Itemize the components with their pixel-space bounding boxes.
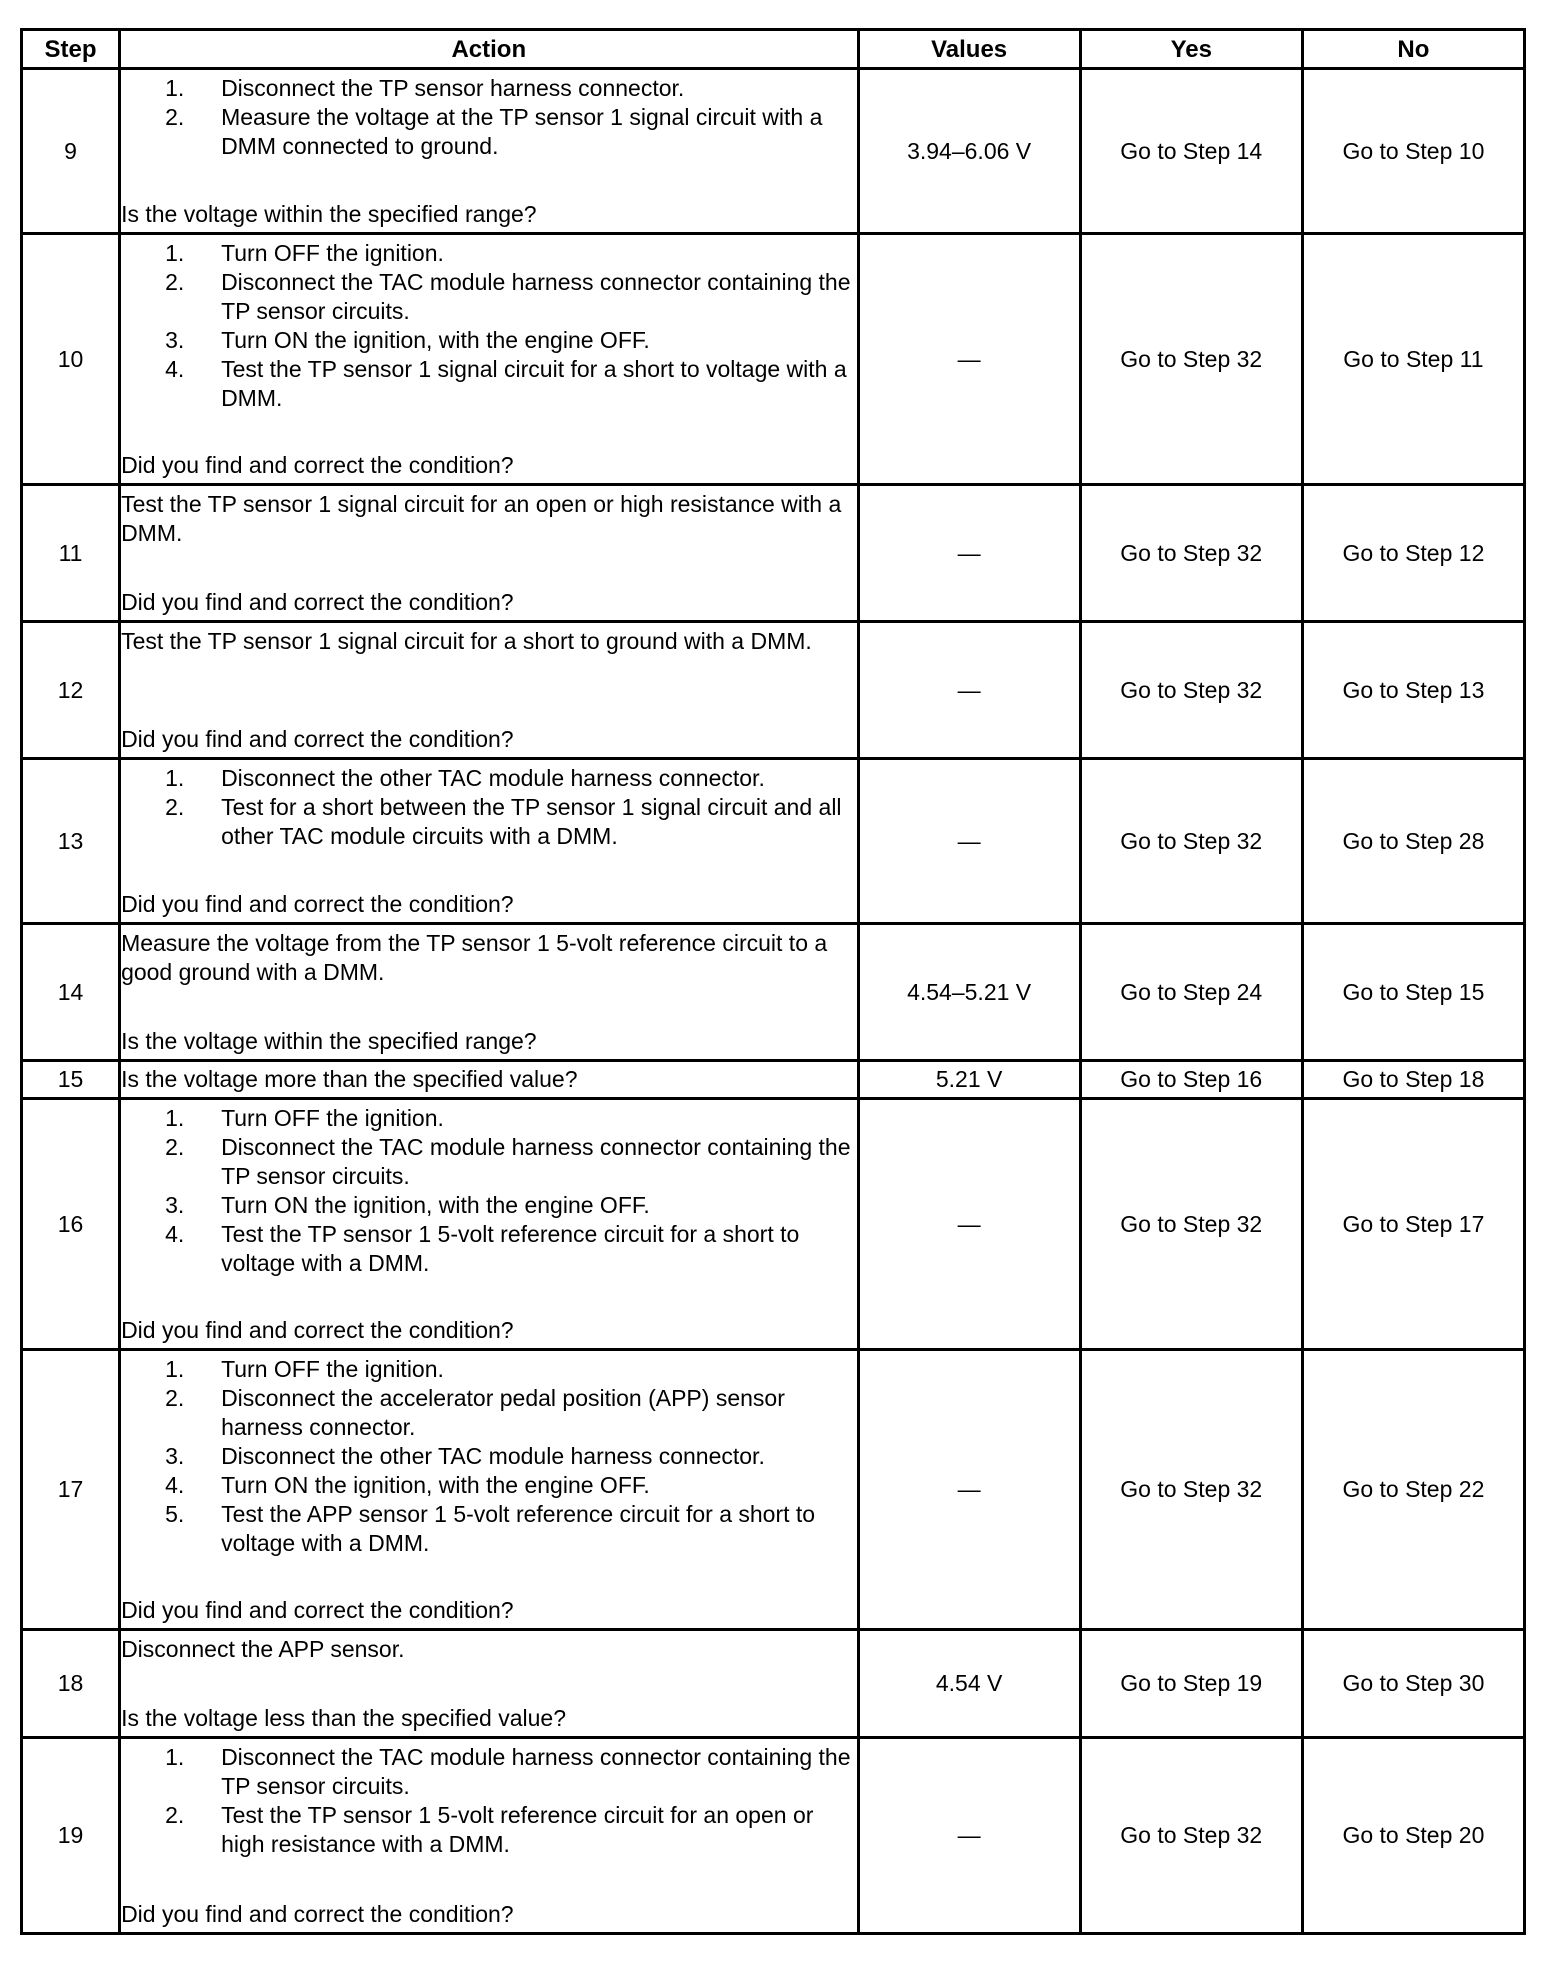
yes-cell: Go to Step 32 <box>1080 1350 1302 1630</box>
table-row <box>22 1099 1525 1350</box>
step-number: 14 <box>22 924 120 1061</box>
no-cell: Go to Step 10 <box>1302 69 1524 234</box>
header-values: Values <box>858 30 1080 69</box>
action-step: 2. Measure the voltage at the TP sensor 1 signal circuit with a DMM connected to ground. <box>165 103 823 159</box>
no-cell: Go to Step 13 <box>1302 622 1524 759</box>
action-cell <box>120 69 858 234</box>
action-step: 1. Disconnect the other TAC module harness connector. <box>165 764 765 791</box>
no-cell: Go to Step 22 <box>1302 1350 1524 1630</box>
yes-cell: Go to Step 24 <box>1080 924 1302 1061</box>
action-cell <box>120 924 858 1061</box>
table-row <box>22 924 1525 1061</box>
action-step: 4. Test the TP sensor 1 5-volt reference circuit for a short to voltage with a DMM. <box>165 1220 800 1276</box>
yes-cell: Go to Step 16 <box>1080 1061 1302 1099</box>
value-cell: 3.94–6.06 V <box>858 69 1080 234</box>
yes-cell: Go to Step 32 <box>1080 1738 1302 1934</box>
yes-cell: Go to Step 32 <box>1080 622 1302 759</box>
step-number: 10 <box>22 234 120 485</box>
action-question: Did you find and correct the condition? <box>121 588 514 615</box>
header-action: Action <box>120 30 858 69</box>
no-cell: Go to Step 11 <box>1302 234 1524 485</box>
table-row <box>22 759 1525 924</box>
action-question: Is the voltage more than the specified value? <box>121 1066 578 1092</box>
action-question: Did you find and correct the condition? <box>121 1316 514 1343</box>
header-step: Step <box>22 30 120 69</box>
step-number: 12 <box>22 622 120 759</box>
value-cell: — <box>858 485 1080 622</box>
table-row <box>22 1350 1525 1630</box>
table-row <box>22 69 1525 234</box>
no-cell: Go to Step 12 <box>1302 485 1524 622</box>
step-number: 13 <box>22 759 120 924</box>
yes-cell: Go to Step 32 <box>1080 485 1302 622</box>
action-step: 1. Turn OFF the ignition. <box>165 1104 444 1131</box>
action-cell <box>120 1061 858 1099</box>
action-question: Is the voltage less than the specified value? <box>121 1704 567 1731</box>
action-question: Did you find and correct the condition? <box>121 451 514 478</box>
action-step: 2. Disconnect the TAC module harness connector containing the TP sensor circuits. <box>165 1133 851 1189</box>
value-cell: — <box>858 622 1080 759</box>
table-row <box>22 485 1525 622</box>
action-text: Measure the voltage from the TP sensor 1 5-volt reference circuit to a good ground with a DMM. <box>121 929 828 985</box>
action-question: Is the voltage within the specified range? <box>121 1027 537 1054</box>
action-cell <box>120 1630 858 1738</box>
step-number: 9 <box>22 69 120 234</box>
action-step: 1. Disconnect the TAC module harness connector containing the TP sensor circuits. <box>165 1743 851 1799</box>
action-step: 4. Turn ON the ignition, with the engine OFF. <box>165 1471 650 1498</box>
value-cell: — <box>858 234 1080 485</box>
yes-cell: Go to Step 19 <box>1080 1630 1302 1738</box>
action-step: 2. Disconnect the TAC module harness connector containing the TP sensor circuits. <box>165 268 851 324</box>
action-cell <box>120 622 858 759</box>
value-cell: 4.54 V <box>858 1630 1080 1738</box>
action-cell <box>120 1350 858 1630</box>
yes-cell: Go to Step 32 <box>1080 759 1302 924</box>
action-text: Test the TP sensor 1 signal circuit for an open or high resistance with a DMM. <box>121 490 842 546</box>
action-step: 3. Disconnect the other TAC module harness connector. <box>165 1442 765 1469</box>
action-step: 1. Disconnect the TP sensor harness connector. <box>165 74 685 101</box>
action-question: Did you find and correct the condition? <box>121 725 514 752</box>
action-step: 1. Turn OFF the ignition. <box>165 239 444 266</box>
action-step: 2. Disconnect the accelerator pedal position (APP) sensor harness connector. <box>165 1384 785 1440</box>
step-number: 19 <box>22 1738 120 1934</box>
value-cell: — <box>858 1350 1080 1630</box>
table-row <box>22 1630 1525 1738</box>
value-cell: 5.21 V <box>858 1061 1080 1099</box>
header-yes: Yes <box>1080 30 1302 69</box>
action-cell <box>120 759 858 924</box>
action-text: Test the TP sensor 1 signal circuit for a short to ground with a DMM. <box>121 627 812 654</box>
action-step: 1. Turn OFF the ignition. <box>165 1355 444 1382</box>
value-cell: — <box>858 759 1080 924</box>
step-number: 15 <box>22 1061 120 1099</box>
no-cell: Go to Step 30 <box>1302 1630 1524 1738</box>
yes-cell: Go to Step 32 <box>1080 234 1302 485</box>
step-number: 17 <box>22 1350 120 1630</box>
action-step: 2. Test for a short between the TP sensor 1 signal circuit and all other TAC module circuits with a DMM. <box>165 793 842 849</box>
diagnostic-table <box>20 28 1526 1935</box>
value-cell: — <box>858 1738 1080 1934</box>
step-number: 18 <box>22 1630 120 1738</box>
value-cell: — <box>858 1099 1080 1350</box>
no-cell: Go to Step 18 <box>1302 1061 1524 1099</box>
action-question: Is the voltage within the specified range? <box>121 200 537 227</box>
action-step: 3. Turn ON the ignition, with the engine OFF. <box>165 1191 650 1218</box>
action-question: Did you find and correct the condition? <box>121 1596 514 1623</box>
action-cell <box>120 1099 858 1350</box>
table-row <box>22 1738 1525 1934</box>
action-step: 2. Test the TP sensor 1 5-volt reference circuit for an open or high resistance with a DMM. <box>165 1801 814 1857</box>
no-cell: Go to Step 15 <box>1302 924 1524 1061</box>
action-step: 4. Test the TP sensor 1 signal circuit for a short to voltage with a DMM. <box>165 355 847 411</box>
step-number: 11 <box>22 485 120 622</box>
action-step: 3. Turn ON the ignition, with the engine OFF. <box>165 326 650 353</box>
action-text: Disconnect the APP sensor. <box>121 1635 405 1662</box>
header-no: No <box>1302 30 1524 69</box>
value-cell: 4.54–5.21 V <box>858 924 1080 1061</box>
no-cell: Go to Step 17 <box>1302 1099 1524 1350</box>
action-cell <box>120 234 858 485</box>
no-cell: Go to Step 20 <box>1302 1738 1524 1934</box>
no-cell: Go to Step 28 <box>1302 759 1524 924</box>
yes-cell: Go to Step 14 <box>1080 69 1302 234</box>
table-row <box>22 234 1525 485</box>
action-step: 5. Test the APP sensor 1 5-volt reference circuit for a short to voltage with a DMM. <box>165 1500 816 1556</box>
action-question: Did you find and correct the condition? <box>121 1900 514 1927</box>
action-cell <box>120 1738 858 1934</box>
yes-cell: Go to Step 32 <box>1080 1099 1302 1350</box>
step-number: 16 <box>22 1099 120 1350</box>
table-row <box>22 622 1525 759</box>
action-cell <box>120 485 858 622</box>
header-row <box>22 30 1525 69</box>
table-row <box>22 1061 1525 1099</box>
action-question: Did you find and correct the condition? <box>121 890 514 917</box>
